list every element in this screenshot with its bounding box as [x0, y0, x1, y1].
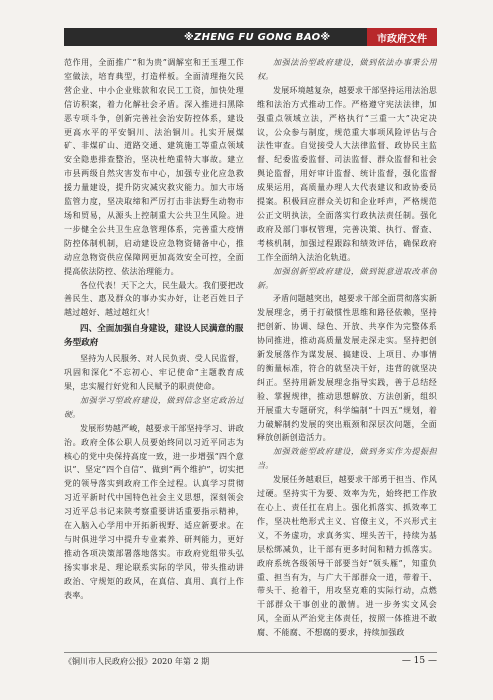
paragraph-politics: 发展形势越严峻，越要求干部坚持学习、讲政治。政府全体公职人员要始终同以习近平同志为核心的党中央保持高度一致，进一步增强“四个意识”、坚定“四个自信”、做到“两个维护”，切实把党的领导落实到政府工作全过程。认真学习贯彻习近平新时代中国特色社会主义思想，深刻领会习近平总书记来陕考察重要讲话重要指示精神，在入脑入心学用中开拓新视野、适应新要求。在与时俱进学习中提升专业素养、研判能力，更好推动各项决策部署落地落实。市政府党组带头弘扬实事求是、理论联系实际的学风，带头推动讲政治、守规矩的政风，在真信、真用、真行上作表率。 [64, 423, 244, 600]
publication-banner: ※ZHENG FU GONG BAO※ [64, 28, 367, 46]
section-heading: 四、全面加强自身建设，建设人民满意的服务型政府 [64, 324, 244, 349]
paragraph-section-intro: 坚持为人民服务、对人民负责、受人民监督，巩固和深化“不忘初心、牢记使命”主题教育成果，忠实履行好党和人民赋予的职责使命。 [64, 354, 244, 392]
article-body [64, 56, 437, 640]
left-column [64, 56, 244, 640]
paragraph-efficiency: 发展任务越艰巨，越要求干部勇于担当、作风过硬。坚持实干为要、效率为先，始终把工作放在心上、责任扛在肩上。强化抓落实、抓效率工作，坚决杜绝形式主义、官僚主义，不兴形式主义，不务虚功，求真务实、埋头苦干，持续为基层松绑减负，让干部有更多时间和精力抓落实。政府系统各级领导干部要当好“领头雁”，知重负重、担当有为，与广大干部群众一道，带着干、带头干、抢着干，用攻坚克难的实际行动，点燃干部群众干事创业的激情。进一步务实文风会风，全面从严治党主体责任，按照一体推进不敢腐、不能腐、不想腐的要求，持续加强政 [257, 475, 437, 638]
right-column [257, 56, 437, 640]
paragraph-closing: 各位代表！天下之大，民生最大。我们要把改善民生、惠及群众的事办实办好，让老百姓日子越过越好、越过越红火！ [64, 280, 244, 318]
lead-politics: 加强学习型政府建设，做到信念坚定政治过硬。 [64, 395, 244, 419]
lead-law: 加强法治型政府建设，做到依法办事秉公用权。 [257, 58, 437, 81]
paragraph-innovation: 矛盾问题越突出，越要求干部全面贯彻落实新发展理念，勇于打破惯性思维和路径依赖，坚持把创新、协调、绿色、开放、共享作为完整体系协同推进，推动高质量发展走深走实。坚持把创新发展落作为谋发展、搞建设、上项目、办事情的衡量标准，符合的就坚决干好，违背的就坚决纠正。坚持用新发展理念指导实践，善于总结经验、掌握规律，推动思想解放、方法创新，组织开展重大专题研究，科学编制“十四五”规划，着力破解制约发展的突出瓶颈和深层次问题，全面释放创新创造活力。 [257, 294, 437, 443]
lead-efficiency: 加强效能型政府建设，做到务实作为提振担当。 [257, 447, 437, 471]
page-header [64, 28, 437, 46]
page-footer [64, 652, 437, 669]
paragraph-law: 发展环境越复杂，越要求干部坚持运用法治思维和法治方式推动工作。严格遵守宪法法律，加强重点领域立法，严格执行“三重一大”决定决议，公众参与制度，规范重大事项风险评估与合法性审查。自觉接受人大法律监督、政协民主监督、纪委监委监督、司法监督、群众监督和社会舆论监督，用好审计监督、统计监督，强化监督成果运用，高质量办理人大代表建议和政协委员提案。积极回应群众关切和企业呼声，严格规范公正文明执法，全面落实行政执法责任制。强化政府及部门事权管理，完善决策、执行、督查、考核机制，加强过程跟踪和绩效评估，确保政府工作全面纳入法治化轨道。 [257, 85, 437, 262]
page-number: — 15 — [401, 656, 437, 666]
lead-innovation: 加强创新型政府建设，做到锐意进取改革创新。 [257, 266, 437, 290]
section-label: 市政府文件 [367, 28, 437, 46]
paragraph-continuation: 范作用，全面推广“和为贵”调解室和王玉理工作室做法，培育典型，打造样板。全面清理拖欠民营企业、中小企业账款和农民工工资，加快处理信访积案，着力化解社会矛盾。深入推进扫黑除恶专项斗争，创新完善社会治安防控体系，建设更高水平的平安铜川、法治铜川。扎实开展煤矿、非煤矿山、道路交通、建筑施工等重点领域安全隐患排查整治，坚决杜绝重特大事故。建立市县两级自然灾害发布中心，加强专业化应急救援力量建设，提升防灾减灾救灾能力。加大市场监管力度，坚决取缔和严厉打击非法野生动物市场和贸易，从源头上控制重大公共卫生风险。进一步健全公共卫生应急管理体系，完善重大疫情防控体制机制，启动建设应急物资储备中心，推动应急物资供应保障网更加高效安全可控，全面提高依法防控、依法治理能力。 [64, 58, 244, 276]
journal-citation: 《铜川市人民政府公报》2020 年第 2 期 [64, 656, 210, 666]
